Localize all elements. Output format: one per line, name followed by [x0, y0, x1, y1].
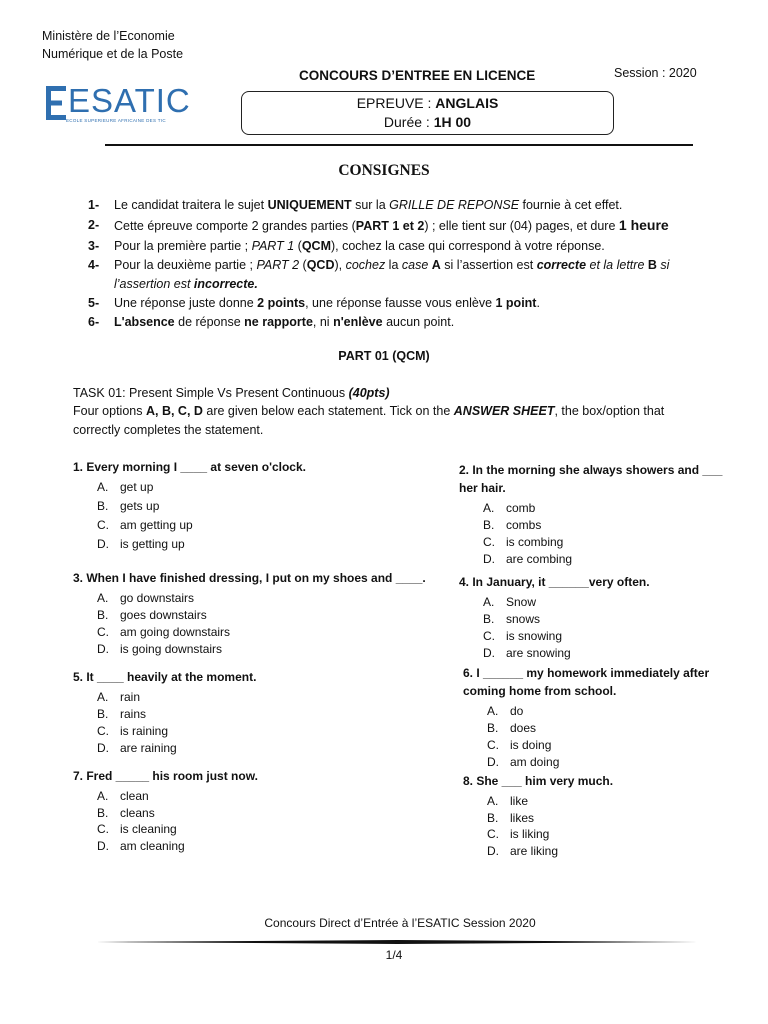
option-text: are raining [120, 741, 177, 755]
text-run: case [401, 258, 429, 272]
consigne-number: 3- [88, 239, 100, 253]
logo-mark-icon [46, 86, 68, 120]
option-text: goes downstairs [120, 608, 207, 622]
option-text: are liking [510, 843, 559, 858]
text-run: B [647, 258, 657, 272]
option-letter: B. [483, 612, 495, 626]
consigne-number: 5- [88, 296, 100, 310]
text-run: PART 2 [256, 258, 300, 272]
text-run: ) ; elle tient sur (04) pages, et dure [424, 219, 619, 233]
epreuve-label: EPREUVE : [356, 95, 436, 111]
option-item [487, 826, 687, 843]
option-letter: B. [487, 810, 499, 825]
option-letter: D. [483, 552, 495, 566]
question-text: 2. In the morning she always showers and ___ [459, 463, 723, 477]
option-letter: A. [97, 690, 109, 704]
option-text: Snow [506, 595, 537, 609]
text-run: L'absence [114, 315, 175, 329]
text-run: are given below each statement. Tick on the [202, 404, 454, 418]
option-text: is going downstairs [120, 642, 223, 656]
epreuve-line [242, 95, 613, 111]
option-item [97, 536, 297, 553]
option-text: is getting up [120, 537, 185, 551]
option-letter: A. [487, 704, 499, 718]
question-text: her hair. [459, 481, 506, 495]
text-run: Le candidat traitera le sujet [114, 198, 268, 212]
option-letter: D. [483, 646, 495, 660]
text-run: ANSWER SHEET [453, 404, 555, 418]
option-letter: D. [97, 838, 109, 853]
esatic-logo [46, 82, 191, 123]
logo-text: ESATIC [68, 82, 191, 119]
text-run: Une réponse juste donne [114, 296, 258, 310]
text-run: . [536, 296, 540, 310]
option-item [97, 498, 297, 515]
text-run: 1 heure [618, 217, 669, 233]
option-letter: A. [483, 595, 495, 609]
option-text: like [510, 794, 529, 808]
text-run: si l’assertion est [440, 258, 537, 272]
option-item [97, 590, 297, 607]
option-text: is liking [510, 827, 550, 841]
session-label: Session : 2020 [614, 66, 697, 80]
footer-divider [96, 940, 698, 944]
text-run: PART 1 et 2 [355, 219, 425, 233]
option-letter: C. [97, 625, 109, 639]
task-label: TASK 01: Present Simple Vs Present Continuous [73, 386, 349, 400]
option-text: combs [506, 518, 542, 532]
option-letter: A. [483, 501, 495, 515]
text-run: , the box/option that correctly completes the statement. [73, 404, 665, 437]
ministry-name [42, 27, 183, 63]
option-text: is raining [120, 724, 169, 738]
option-letter: C. [487, 738, 499, 752]
option-item [97, 723, 297, 740]
option-item [97, 740, 297, 757]
consigne-number: 4- [88, 258, 100, 272]
duree-value: 1H 00 [433, 114, 472, 130]
option-item [97, 607, 297, 624]
text-run: QCM [301, 239, 331, 253]
option-letter: C. [97, 518, 109, 532]
option-letter: A. [97, 789, 109, 803]
consigne-number: 2- [88, 218, 100, 232]
option-letter: C. [483, 535, 495, 549]
text-run: Pour la première partie ; [114, 239, 252, 253]
text-run: fournie à cet effet. [519, 198, 623, 212]
question-text: coming home from school. [463, 684, 617, 698]
option-letter: B. [97, 608, 109, 622]
option-letter: B. [97, 805, 109, 820]
option-letter: A. [97, 480, 109, 494]
text-run: PART 1 [251, 239, 295, 253]
question-text: 5. It ____ heavily at the moment. [73, 670, 257, 684]
ministry-line-1: Ministère de l’Economie [42, 29, 175, 43]
text-run: ), [334, 258, 346, 272]
text-run: 2 points [257, 296, 306, 310]
option-text: comb [506, 501, 536, 515]
option-item [97, 479, 297, 496]
option-letter: C. [483, 629, 495, 643]
option-item [483, 645, 683, 662]
option-item [97, 821, 297, 838]
text-run: 1 point [495, 296, 537, 310]
text-run: de réponse [174, 315, 245, 329]
logo-subtitle: ECOLE SUPERIEURE AFRICAINE DES TIC [66, 118, 166, 123]
option-letter: C. [97, 724, 109, 738]
option-item [483, 500, 683, 517]
option-text: are snowing [506, 646, 571, 660]
text-run: sur la [351, 198, 390, 212]
contest-title: CONCOURS D’ENTREE EN LICENCE [299, 68, 536, 83]
consigne-text [114, 237, 605, 256]
option-item [97, 624, 297, 641]
text-run: la [385, 258, 402, 272]
option-text: do [510, 704, 524, 718]
option-text: is doing [510, 738, 552, 752]
text-run: si [656, 258, 670, 272]
option-item [97, 805, 297, 822]
text-run: correcte [536, 258, 587, 272]
text-run: Cette épreuve comporte 2 grandes parties ( [114, 219, 356, 233]
epreuve-box [241, 91, 614, 135]
option-item [487, 703, 687, 720]
option-letter: A. [97, 591, 109, 605]
text-run: aucun point. [382, 315, 455, 329]
option-item [97, 517, 297, 534]
consigne-number: 6- [88, 315, 100, 329]
option-item [97, 706, 297, 723]
text-run: ( [294, 239, 302, 253]
option-letter: B. [97, 707, 109, 721]
option-text: is snowing [506, 629, 563, 643]
text-run: ( [299, 258, 307, 272]
option-text: rain [120, 690, 141, 704]
consigne-text [114, 313, 454, 332]
ministry-line-2: Numérique et de la Poste [42, 47, 184, 61]
option-item [97, 838, 297, 855]
option-item [483, 611, 683, 628]
option-text: is combing [506, 535, 564, 549]
text-run: ), cochez la case qui correspond à votre réponse. [330, 239, 605, 253]
option-text: clean [120, 789, 149, 803]
task-title [73, 384, 390, 403]
option-item [487, 720, 687, 737]
text-run: ne rapporte [244, 315, 313, 329]
option-letter: D. [97, 741, 109, 755]
option-text: am going downstairs [120, 625, 231, 639]
option-item [487, 843, 687, 860]
option-letter: D. [97, 537, 109, 551]
consigne-number: 1- [88, 198, 100, 212]
part-title: PART 01 (QCM) [338, 349, 430, 363]
option-letter: B. [97, 499, 109, 513]
text-run: l’assertion est [114, 277, 194, 291]
option-item [97, 689, 297, 706]
text-run: QCD [306, 258, 335, 272]
option-item [483, 628, 683, 645]
question-text: 1. Every morning I ____ at seven o'clock. [73, 460, 306, 474]
option-letter: C. [97, 822, 109, 836]
option-text: am doing [510, 755, 560, 769]
duree-label: Durée : [383, 114, 434, 130]
option-letter: B. [487, 721, 499, 735]
option-text: gets up [120, 499, 160, 513]
option-text: are combing [506, 552, 573, 566]
option-item [487, 754, 687, 771]
option-text: am getting up [120, 518, 193, 532]
text-run: A [431, 258, 441, 272]
option-text: is cleaning [120, 822, 177, 836]
consigne-text [114, 216, 669, 236]
header-divider [105, 144, 693, 146]
question-text: 8. She ___ him very much. [463, 774, 614, 788]
text-run: Four options [73, 404, 146, 418]
epreuve-value: ANGLAIS [435, 95, 499, 111]
option-text: cleans [120, 805, 155, 820]
text-run: Pour la deuxième partie ; [114, 258, 257, 272]
option-text: rains [120, 707, 147, 721]
option-letter: A. [487, 794, 499, 808]
option-letter: B. [483, 518, 495, 532]
question-text: 7. Fred _____ his room just now. [73, 769, 258, 783]
option-item [483, 594, 683, 611]
text-run: UNIQUEMENT [267, 198, 352, 212]
option-text: likes [510, 810, 535, 825]
consigne-text [114, 275, 258, 294]
task-description [73, 402, 713, 440]
text-run: A, B, C, D [145, 404, 203, 418]
option-text: get up [120, 480, 154, 494]
text-run: GRILLE DE REPONSE [389, 198, 520, 212]
page-number: 1/4 [385, 948, 403, 962]
option-item [487, 737, 687, 754]
option-text: go downstairs [120, 591, 195, 605]
text-run: , une réponse fausse vous enlève [305, 296, 496, 310]
question-text: 6. I ______ my homework immediately after [463, 666, 710, 680]
question-text: 3. When I have finished dressing, I put on my shoes and ____. [73, 571, 426, 585]
option-item [97, 641, 297, 658]
consignes-title: CONSIGNES [338, 162, 430, 179]
consigne-text [114, 294, 540, 313]
text-run: n'enlève [333, 315, 383, 329]
consigne-text [114, 256, 669, 275]
option-item [487, 810, 687, 827]
text-run: cochez [345, 258, 386, 272]
duree-line [242, 114, 613, 130]
option-text: snows [506, 612, 541, 626]
option-text: am cleaning [120, 838, 185, 853]
footer-text: Concours Direct d’Entrée à l’ESATIC Session 2020 [264, 916, 536, 930]
option-letter: C. [487, 827, 499, 841]
option-item [487, 793, 687, 810]
question-text: 4. In January, it ______very often. [459, 575, 650, 589]
option-letter: D. [97, 642, 109, 656]
option-item [483, 517, 683, 534]
option-letter: D. [487, 843, 499, 858]
option-item [483, 534, 683, 551]
option-item [97, 788, 297, 805]
option-item [483, 551, 683, 568]
text-run: incorrecte. [193, 277, 258, 291]
task-points: (40pts) [348, 386, 390, 400]
option-letter: D. [487, 755, 499, 769]
option-text: does [510, 721, 537, 735]
text-run: et la lettre [586, 258, 648, 272]
text-run: , ni [312, 315, 334, 329]
consigne-text [114, 196, 622, 215]
